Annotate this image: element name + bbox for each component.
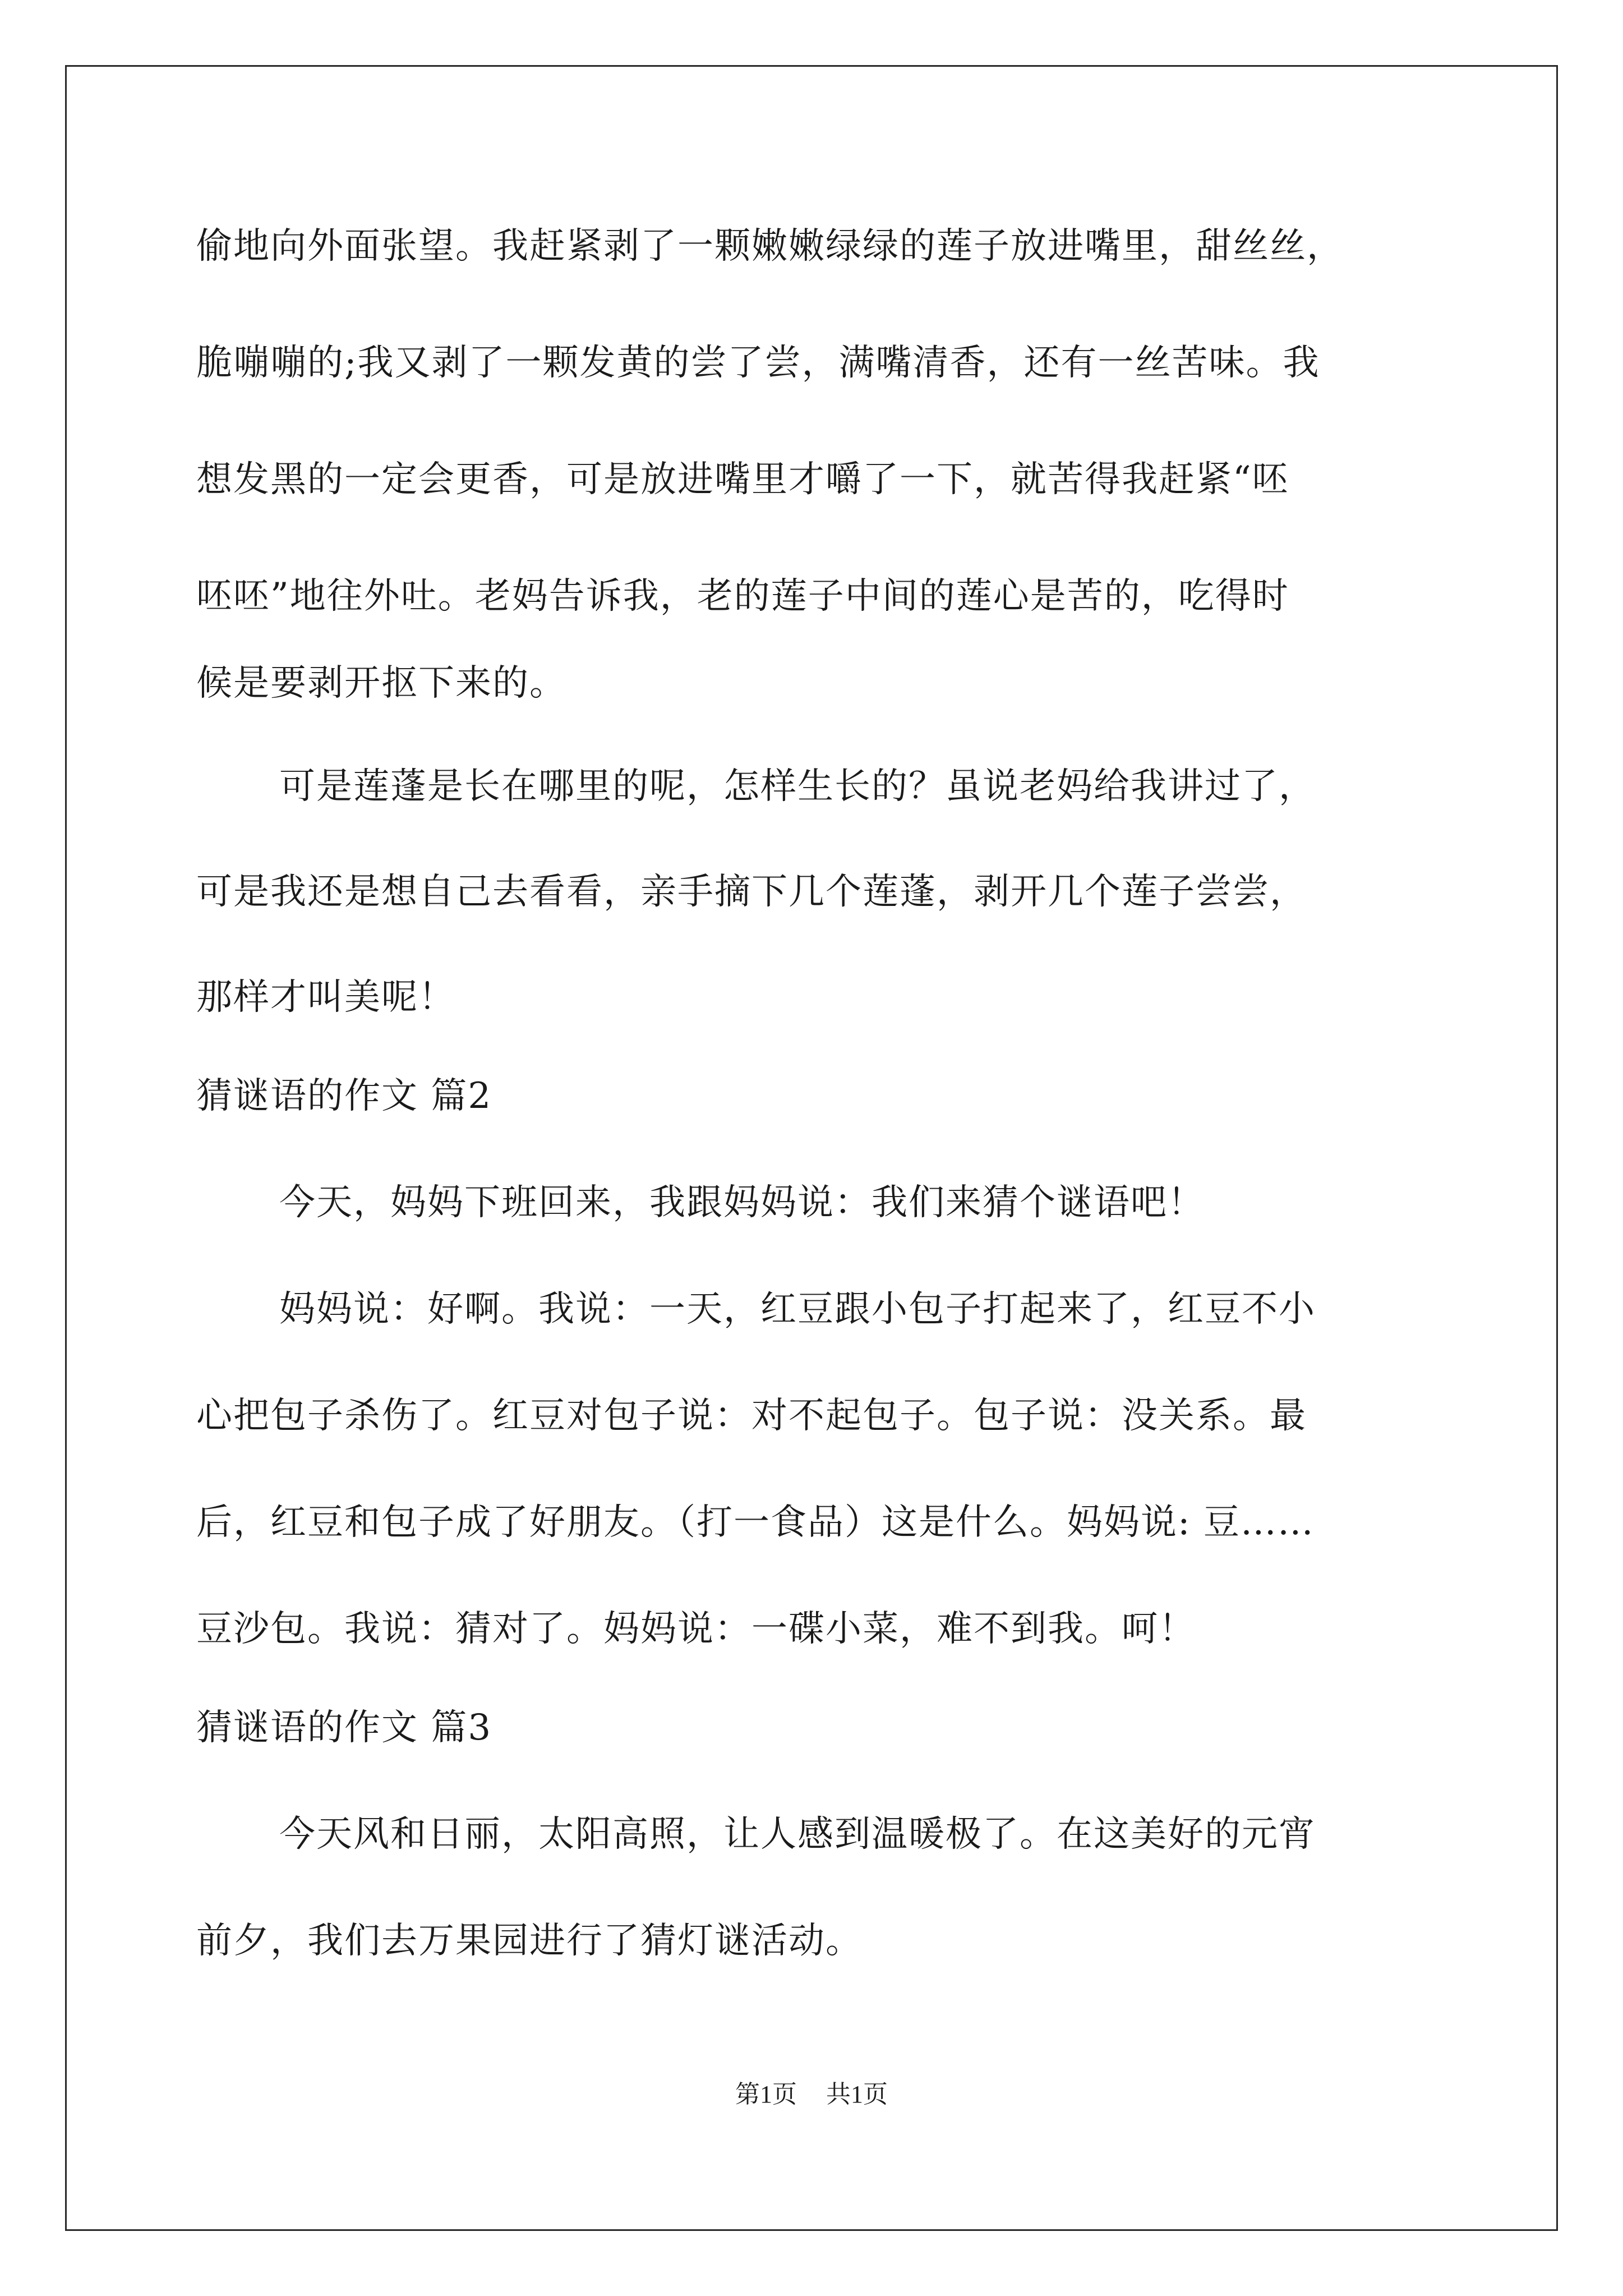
- page-total: 共1页: [826, 2081, 888, 2108]
- section-heading: 猜谜语的作文 篇3: [196, 1707, 492, 1749]
- page-number: 第1页: [735, 2081, 797, 2108]
- paragraph-line: 候是要剥开抠下来的。: [196, 662, 566, 704]
- paragraph-line: 呸呸”地往外吐。老妈告诉我，老的莲子中间的莲心是苦的，吃得时: [196, 576, 1289, 617]
- paragraph-line: 今天风和日丽，太阳高照，让人感到温暖极了。在这美好的元宵: [279, 1814, 1316, 1855]
- page-border: [65, 65, 1558, 2231]
- paragraph-line: 后，红豆和包子成了好朋友。（打一食品）这是什么。妈妈说: 豆……: [196, 1502, 1315, 1543]
- paragraph-line: 豆沙包。我说：猜对了。妈妈说：一碟小菜，难不到我。呵！: [196, 1608, 1196, 1650]
- page-footer: [0, 2082, 1623, 2107]
- paragraph-line: 妈妈说：好啊。我说：一天，红豆跟小包子打起来了，红豆不小: [279, 1289, 1316, 1330]
- paragraph-line: 想发黑的一定会更香，可是放进嘴里才嚼了一下，就苦得我赶紧“呸: [196, 459, 1289, 500]
- paragraph-line: 脆嘣嘣的;我又剥了一颗发黄的尝了尝，满嘴清香，还有一丝苦味。我: [196, 342, 1320, 384]
- paragraph-line: 偷地向外面张望。我赶紧剥了一颗嫩嫩绿绿的莲子放进嘴里，甜丝丝，: [196, 226, 1344, 267]
- paragraph-line: 前夕，我们去万果园进行了猜灯谜活动。: [196, 1920, 863, 1962]
- section-heading: 猜谜语的作文 篇2: [196, 1075, 492, 1117]
- paragraph-line: 心把包子杀伤了。红豆对包子说：对不起包子。包子说：没关系。最: [196, 1395, 1307, 1437]
- paragraph-line: 那样才叫美呢！: [196, 977, 455, 1018]
- paragraph-line: 今天，妈妈下班回来，我跟妈妈说：我们来猜个谜语吧！: [279, 1182, 1205, 1223]
- paragraph-line: 可是莲蓬是长在哪里的呢，怎样生长的？虽说老妈给我讲过了，: [279, 766, 1316, 807]
- paragraph-line: 可是我还是想自己去看看，亲手摘下几个莲蓬，剥开几个莲子尝尝，: [196, 871, 1307, 913]
